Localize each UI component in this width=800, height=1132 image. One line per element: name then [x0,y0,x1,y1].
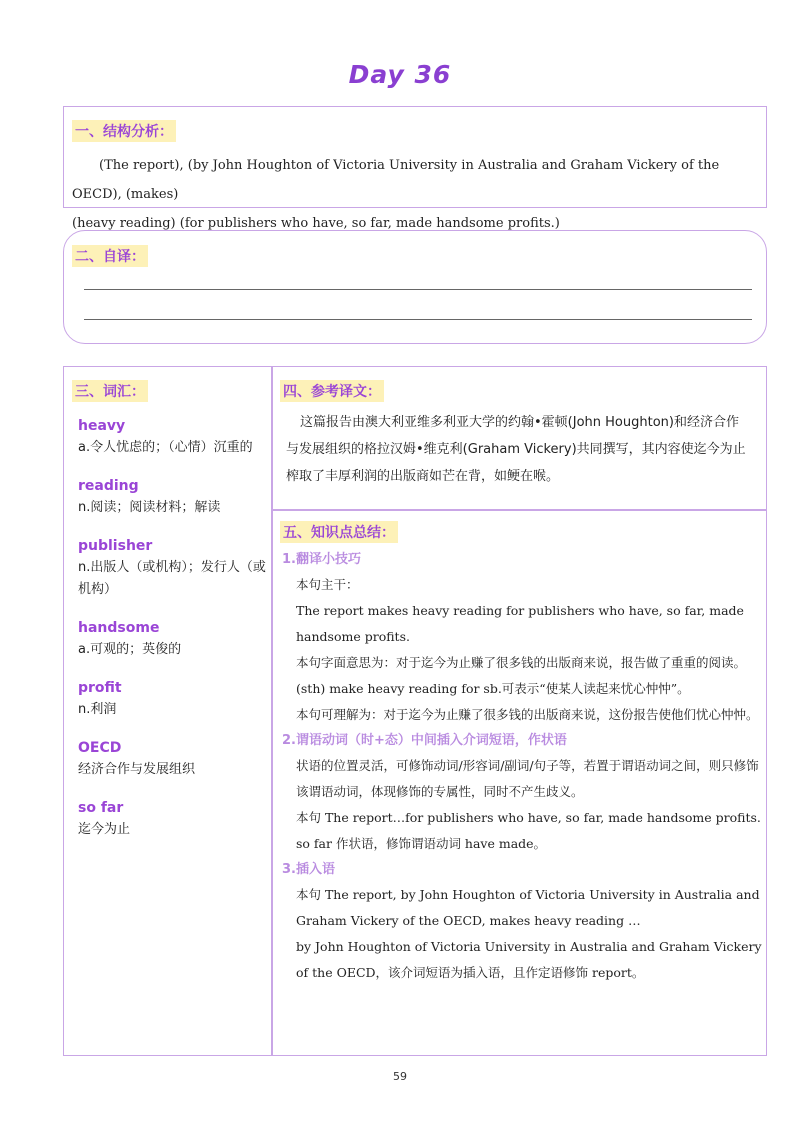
point-title: 3.插入语 [282,862,335,877]
vocab-definition: 经济合作与发展组织 [78,762,196,777]
knowledge-summary-body [282,547,764,986]
vocab-word: OECD [78,740,122,756]
point-paragraph: The report makes heavy reading for publishers who have, so far, made handsome profits. [296,603,744,644]
point-paragraph: (sth) make heavy reading for sb.可表示“使某人读起来忧心忡忡”。 [296,681,690,696]
translation-line: 榨取了丰厚利润的出版商如芒在背，如鲠在喉。 [286,469,560,484]
knowledge-summary-heading: 五、知识点总结： [280,521,398,543]
vocab-word: so far [78,800,124,816]
vocab-definition: 迄今为止 [78,822,131,837]
structure-analysis-box [63,106,767,231]
reference-translation-text [286,409,762,490]
page-title: Day 36 [348,60,452,89]
page-number: 59 [393,1070,407,1083]
vocab-word: reading [78,478,139,494]
point-title: 1.翻译小技巧 [282,552,361,567]
vocab-word: publisher [78,538,153,554]
vocab-definition: n.出版人（或机构）；发行人（或机构） [78,560,266,597]
self-translation-box [63,230,767,344]
point-paragraph: 本句可理解为：对于迄今为止赚了很多钱的出版商来说，这份报告使他们忧心忡忡。 [296,707,759,722]
vocab-definition: a.令人忧虑的；（心情）沉重的 [78,440,253,455]
vocabulary-heading: 三、词汇： [72,380,148,402]
vocab-word: heavy [78,418,126,434]
point-paragraph: 状语的位置灵活，可修饰动词/形容词/副词/句子等，若置于谓语动词之间，则只修饰该谓语动词，体现修饰的专属性，同时不产生歧义。 [296,758,759,799]
reference-translation-box [272,366,767,510]
knowledge-summary-box [272,510,767,1056]
structure-analysis-text [72,151,762,238]
self-translation-heading: 二、自译： [72,245,148,267]
structure-analysis-heading: 一、结构分析： [72,120,176,142]
point-paragraph: by John Houghton of Victoria University in Australia and Graham Vickery of the OECD，该介词短语为插入语，且作定语修饰 report。 [296,939,762,980]
reference-translation-heading: 四、参考译文： [280,380,384,402]
point-paragraph: 本句字面意思为：对于迄今为止赚了很多钱的出版商来说，报告做了重重的阅读。 [296,655,747,670]
point-paragraph: so far 作状语，修饰谓语动词 have made。 [296,836,547,851]
writing-line[interactable] [84,319,752,320]
point-title: 2.谓语动词（时+态）中间插入介词短语，作状语 [282,733,567,748]
point-paragraph: 本句 The report, by John Houghton of Victoria University in Australia and Graham Vickery of the OECD, makes heavy reading … [296,887,760,928]
vocab-definition: a.可观的；英俊的 [78,642,182,657]
structure-line: (heavy reading) (for publishers who have, so far, made handsome profits.) [72,216,560,231]
translation-line: 与发展组织的格拉汉姆•维克利(Graham Vickery)共同撰写，其内容使迄今为止 [286,442,746,457]
vocabulary-list [78,415,268,857]
vocab-definition: n.阅读；阅读材料；解读 [78,500,221,515]
writing-line[interactable] [84,289,752,290]
translation-line: 这篇报告由澳大利亚维多利亚大学的约翰•霍顿(John Houghton)和经济合作 [300,415,739,430]
vocab-definition: n.利润 [78,702,117,717]
vocab-word: handsome [78,620,160,636]
structure-line: (The report), (by John Houghton of Victoria University in Australia and Graham Vickery of the OECD), (makes) [72,158,720,202]
vocabulary-box [63,366,272,1056]
vocab-word: profit [78,680,122,696]
point-paragraph: 本句主干： [296,577,359,592]
point-paragraph: 本句 The report…for publishers who have, so far, made handsome profits. [296,810,761,825]
